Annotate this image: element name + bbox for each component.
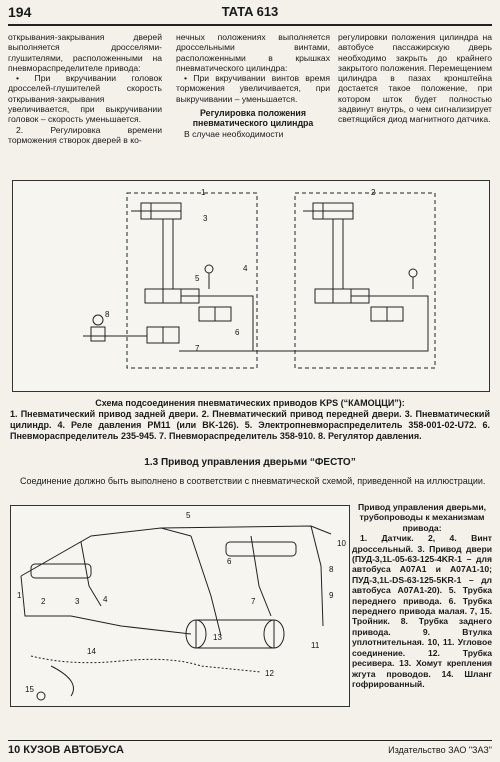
col2-paragraph-1: нечных положениях выполняется дроссельными винтами, расположенными в крышках пневматического цилиндра: — [176, 32, 330, 73]
section-intro: Соединение должно быть выполнено в соответствии с пневматической схемой, приведенной на иллюстрации. — [20, 476, 486, 486]
pneumatic-schematic-drawing — [13, 181, 489, 391]
col1-paragraph-3: 2. Регулировка времени торможения створок дверей в ко- — [8, 124, 162, 145]
fig1-label-6: 6 — [235, 328, 240, 337]
figure1-caption — [10, 398, 490, 442]
fig2-label-13: 13 — [213, 633, 222, 642]
footer-publisher: Издательство ЗАО "ЗАЗ" — [388, 745, 492, 755]
fig2-label-5: 5 — [186, 511, 191, 520]
fig2-label-10: 10 — [337, 539, 346, 548]
fig1-label-7: 7 — [195, 344, 200, 353]
fig2-label-6: 6 — [227, 557, 232, 566]
figure2-caption — [352, 502, 492, 689]
fig1-label-5: 5 — [195, 274, 200, 283]
door-drive-drawing — [11, 506, 349, 706]
pipe-front — [21, 528, 191, 576]
col2-heading: Регулировка положения пневматического цилиндра — [192, 108, 314, 129]
text-columns — [8, 32, 492, 184]
fig2-label-2: 2 — [41, 597, 46, 606]
fig2-label-15: 15 — [25, 685, 34, 694]
fig2-label-14: 14 — [87, 647, 96, 656]
door-drive-left — [31, 564, 91, 578]
fig2-label-4: 4 — [103, 595, 108, 604]
column-3 — [338, 32, 492, 125]
section-title: 1.3 Привод управления дверьми “ФЕСТО” — [144, 457, 356, 468]
footer-section-label: 10 КУЗОВ АВТОБУСА — [8, 744, 124, 756]
fig1-label-3: 3 — [203, 214, 208, 223]
pneumatic-schematic-figure — [12, 180, 490, 392]
column-2 — [176, 32, 330, 139]
running-title: TATA 613 — [221, 4, 279, 19]
fig1-label-1: 1 — [201, 188, 206, 197]
fig2-label-1: 1 — [17, 591, 22, 600]
col1-paragraph-1: открывания-закрывания дверей выполняется дросселями-глушителями, расположенными на пневмораспределителе привода: — [8, 32, 162, 73]
door-drive-right — [226, 542, 296, 556]
figure1-caption-body: 1. Пневматический привод задней двери. 2. Пневматический привод передней двери. 3. Пневматический цилиндр. 4. Реле давления PM11 (или BK-126). 5. Электропневмораспределитель 358-001-02-U72. 6. Пневмораспределитель 235-945. 7. Пневмораспределитель 358-910. 8. Регулятор давления. — [10, 409, 490, 441]
fig1-label-4: 4 — [243, 264, 248, 273]
fig2-label-3: 3 — [75, 597, 80, 606]
column-1 — [8, 32, 162, 145]
figure2-caption-title: Привод управления дверьми, трубопроводы к механизмам привода: — [358, 502, 486, 533]
figure2-caption-body: 1. Датчик. 2, 4. Винт дроссельный. 3. Привод двери (ПУД-3,1L-05-63-125-4KR-1 – для автобуса A07A1 и A07A1-10; ПУД-3,1L-DS-63-125-5KR-1 – дл автобуса A07A1-20). 5. Трубка переднего привода. 6. Трубка переднего привода малая. 7, 15. Тройник. 8. Трубка заднего привода. 9. Втулка уплотнительная. 10, 11. Угловое соединение. 12. Трубка ресивера. 13. Хомут крепления жгута проводов. 14. Шланг гофрированный. — [352, 533, 492, 689]
col2-paragraph-2: • При вкручивании винтов время торможения увеличивается, при выкручивании – уменьшается. — [176, 73, 330, 104]
fig2-label-9: 9 — [329, 591, 334, 600]
page-footer — [8, 740, 492, 759]
fig2-label-8: 8 — [329, 565, 334, 574]
fig2-label-7: 7 — [251, 597, 256, 606]
fig1-label-2: 2 — [371, 188, 376, 197]
col1-paragraph-2: • При вкручивании головок дросселей-глушителей скорость открывания-закрывания увеличивается, при выкручивании головок – скорость уменьшается. — [8, 73, 162, 125]
door-drive-figure — [10, 505, 350, 707]
header-rule — [8, 24, 492, 26]
fig2-label-12: 12 — [265, 669, 274, 678]
fig2-label-11: 11 — [311, 641, 320, 650]
fig1-label-8: 8 — [105, 310, 110, 319]
figure1-caption-title: Схема подсоединения пневматических приводов KPS (“КАМОЦЦИ”): — [95, 398, 405, 408]
col3-paragraph-1: регулировки положения цилиндра на автобусе пассажирскую дверь необходимо закрыть до крайнего закрытого положения. Перемещением цилиндра в пазах кронштейна достается такое положение, при котором шток будет полностью задвинут внутрь, о чем сигнализирует светящийся диод магнитного датчика. — [338, 32, 492, 125]
col2-paragraph-3: В случае необходимости — [184, 128, 284, 139]
page-number: 194 — [8, 4, 32, 20]
page-header — [8, 4, 492, 26]
